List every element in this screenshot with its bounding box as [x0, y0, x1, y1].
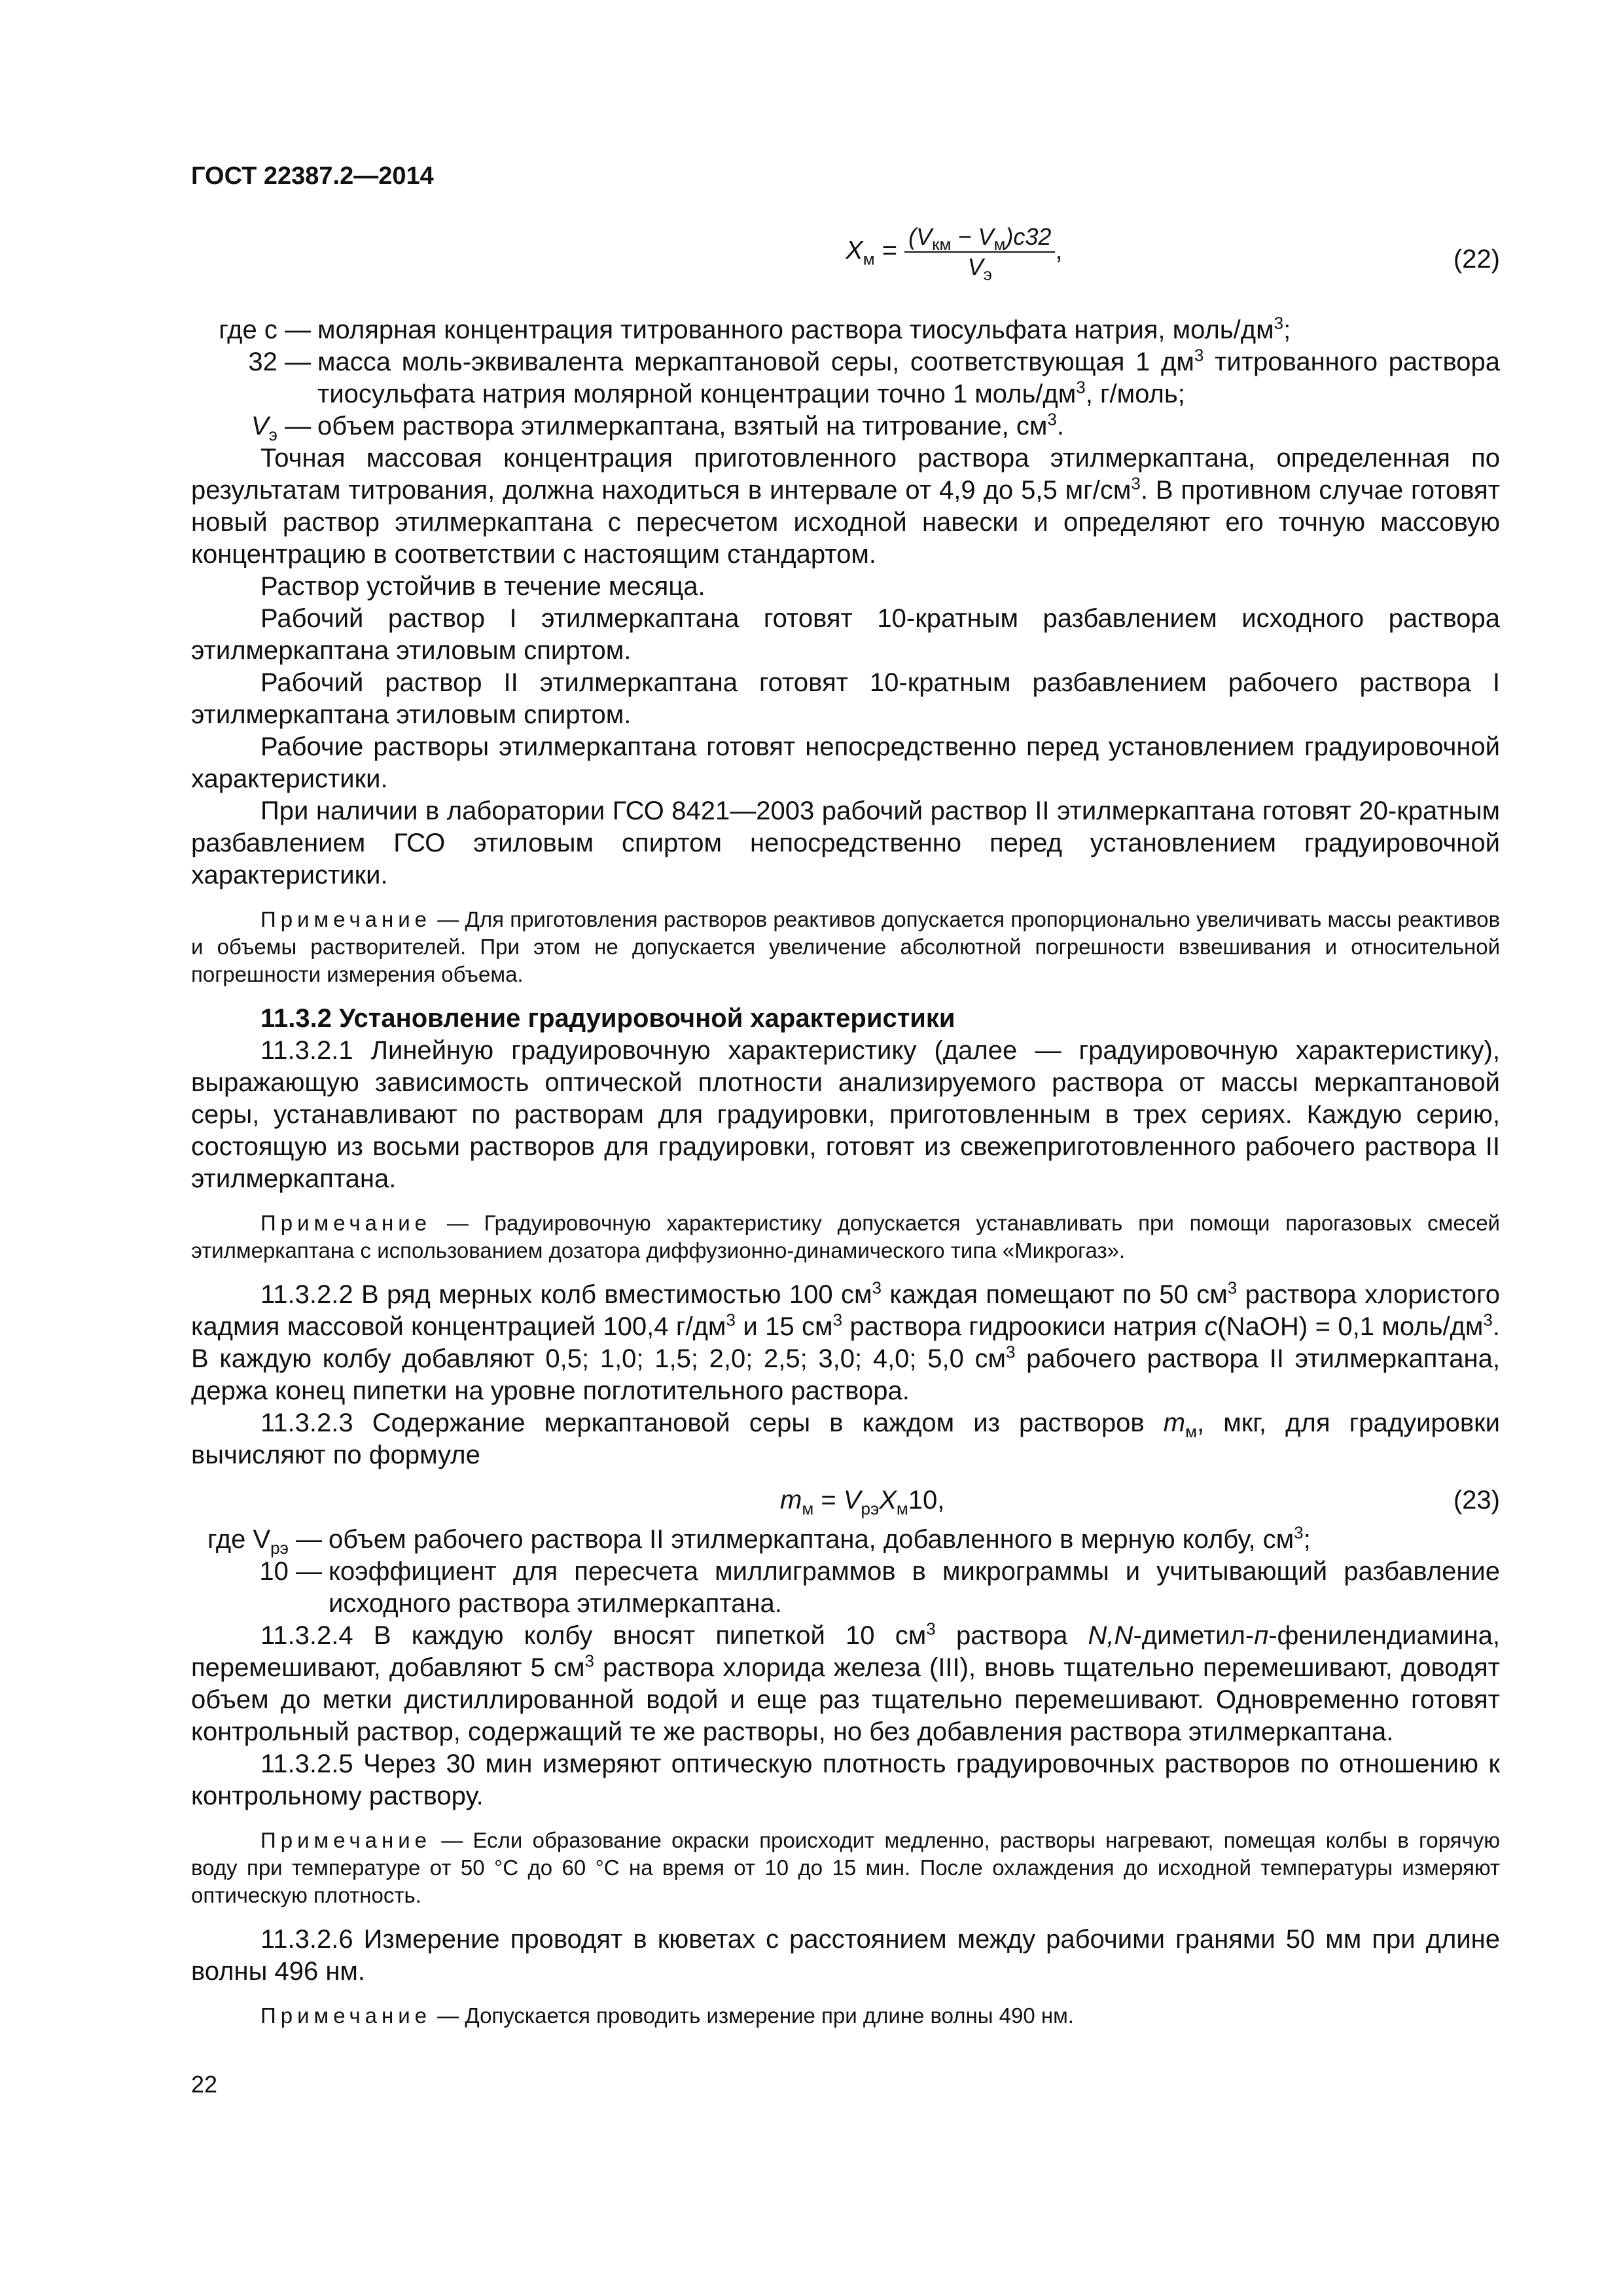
legend-text-part: титрованного раствора тиосульфата натрия молярной концентрации точно 1 моль/дм — [317, 348, 1500, 408]
legend-symbol — [185, 1524, 329, 1556]
formula-subscript: рэ — [861, 1499, 880, 1518]
superscript: 3 — [1483, 1310, 1493, 1330]
paragraph-working-solution-2: Рабочий раствор II этилмеркаптана готовят 10-кратным разбавлением рабочего раствора I этилмеркаптана этиловым спиртом. — [191, 668, 1500, 729]
paragraph-11-3-2-5: 11.3.2.5 Через 30 мин измеряют оптическую плотность градуировочных растворов по отношению к контрольному раствору. — [191, 1749, 1500, 1810]
paragraph-text: . В каждую колбу добавляют 0,5; 1,0; 1,5; 2,0; 2,5; 3,0; 4,0; 5,0 см — [191, 1312, 1501, 1373]
formula-subscript: м — [802, 1499, 814, 1518]
note-2 — [191, 1210, 1500, 1265]
legend-text-part: . — [1056, 412, 1064, 440]
formula-tail: 10, — [908, 1486, 945, 1515]
fraction — [904, 223, 1055, 285]
legend-row — [185, 1556, 1500, 1620]
superscript: 3 — [832, 1310, 843, 1330]
formula-symbol: X — [846, 236, 863, 265]
legend-symbol-dash: — — [277, 412, 311, 440]
legend-sup: 3 — [1294, 1522, 1304, 1543]
legend-text-part: ; — [1283, 315, 1291, 344]
legend-row — [185, 1524, 1500, 1556]
superscript: 3 — [584, 1651, 594, 1671]
note-label: Примечание — [260, 2003, 432, 2028]
paragraph-text: , мкг, для градуировки вычисляют по формуле — [191, 1408, 1500, 1469]
paragraph-text: раствора хлорида железа (III), вновь тщательно перемешивают, доводят объем до метки дистиллированной водой и еще раз тщательно перемешивают. Одновременно готовят контрольный раствор, содержащий те же растворы, но без добавления раствора этилмеркаптана. — [191, 1653, 1500, 1746]
superscript: 3 — [1006, 1342, 1016, 1362]
legend-symbol — [191, 410, 317, 442]
note-text: — Градуировочную характеристику допускается устанавливать при помощи парогазовых смесей этилмеркаптана с использованием дозатора диффузионно-динамического типа «Микрогаз». — [191, 1211, 1500, 1263]
equation-number-23: (23) — [1453, 1486, 1500, 1515]
note-label: Примечание — [260, 1828, 432, 1852]
superscript: 3 — [872, 1278, 882, 1298]
legend-symbol-text: V — [251, 412, 269, 440]
numerator-part: − V — [951, 223, 994, 250]
note-3 — [191, 1827, 1500, 1909]
paragraph-stability: Раствор устойчив в течение месяца. — [260, 572, 705, 601]
formula-23-legend — [191, 1524, 1500, 1620]
note-text: — Если образование окраски происходит медленно, растворы нагревают, помещая колбы в горячую воду при температуре от 50 °С до 60 °С на время от 10 до 15 мин. После охлаждения до исходной температуры измеряют оптическую плотность. — [191, 1828, 1500, 1907]
paragraph-text: 11.3.2.3 Содержание меркаптановой серы в каждом из растворов — [260, 1408, 1164, 1437]
legend-symbol-dash: — — [288, 1525, 322, 1554]
legend-text-part: объем раствора этилмеркаптана, взятый на титрование, см — [317, 412, 1048, 440]
note-label: Примечание — [260, 907, 432, 931]
paragraph-11-3-2-6: 11.3.2.6 Измерение проводят в кюветах с расстоянием между рабочими гранями 50 мм при длине волны 496 нм. — [191, 1925, 1500, 1986]
superscript: 3 — [726, 1310, 736, 1330]
legend-text-part: объем рабочего раствора II этилмеркаптана, добавленного в мерную колбу, см — [329, 1525, 1294, 1554]
legend-text — [329, 1524, 1500, 1556]
page-number: 22 — [191, 2071, 218, 2098]
note-text: — Допускается проводить измерение при длине волны 490 нм. — [431, 2003, 1074, 2028]
legend-symbol-text: 10 — — [259, 1557, 322, 1586]
formula-23 — [191, 1484, 1500, 1521]
numerator-sub: км — [932, 234, 952, 255]
paragraph-text: (NaOH) = 0,1 моль/дм — [1217, 1312, 1484, 1341]
note-label: Примечание — [260, 1211, 432, 1235]
legend-sup: 3 — [1194, 345, 1204, 365]
fraction-numerator — [904, 223, 1055, 253]
legend-row — [191, 410, 1500, 442]
legend-symbol-text: где V — [207, 1525, 271, 1554]
legend-sup: 3 — [1274, 313, 1284, 333]
formula-subscript: м — [896, 1499, 908, 1518]
legend-text-part: ; — [1303, 1525, 1311, 1554]
legend-symbol-text: где c — — [219, 315, 311, 344]
formula-symbol: V — [843, 1486, 861, 1515]
paragraph-gso: При наличии в лаборатории ГСО 8421—2003 рабочий раствор II этилмеркаптана готовят 20-кратным разбавлением ГСО этиловым спиртом непосредственно перед установлением градуировочной характеристики. — [191, 797, 1500, 889]
formula-23-expression — [780, 1484, 944, 1516]
note-text: — Для приготовления растворов реактивов допускается пропорционально увеличивать массы реактивов и объемы растворителей. При этом не допускается увеличение абсолютной погрешности взвешивания и относительной погрешности измерения объема. — [191, 907, 1500, 986]
paragraph-working-solutions-prep: Рабочие растворы этилмеркаптана готовят непосредственно перед установлением градуировочной характеристики. — [191, 732, 1500, 793]
formula-trail: , — [1055, 236, 1063, 265]
paragraph-concentration — [191, 442, 1500, 571]
formula-22-expression — [846, 223, 1063, 285]
formula-symbol: m — [780, 1486, 802, 1515]
legend-symbol-text: 32 — — [248, 348, 311, 376]
numerator-sub: м — [993, 234, 1006, 255]
numerator-part: )c32 — [1005, 223, 1052, 250]
paragraph-text: 11.3.2.4 В каждую колбу вносят пипеткой 10 см — [260, 1621, 927, 1650]
numerator-part: (V — [908, 223, 933, 250]
italic-symbol: п — [1254, 1621, 1269, 1650]
formula-subscript: м — [863, 249, 875, 269]
equation-number-22: (22) — [1453, 245, 1500, 274]
legend-symbol — [185, 1556, 329, 1620]
legend-text-part: , г/моль; — [1085, 380, 1185, 408]
paragraph-text: -диметил- — [1133, 1621, 1255, 1650]
italic-symbol: m — [1163, 1408, 1186, 1437]
subscript: м — [1185, 1422, 1197, 1441]
legend-text-part: молярная концентрация титрованного раствора тиосульфата натрия, моль/дм — [317, 315, 1274, 344]
paragraph-text: каждая помещают по 50 см — [882, 1280, 1228, 1309]
equals-sign: = — [813, 1486, 844, 1515]
formula-symbol: X — [879, 1486, 897, 1515]
legend-row — [191, 314, 1500, 346]
legend-symbol-sub: рэ — [270, 1538, 289, 1558]
legend-symbol — [191, 346, 317, 410]
legend-symbol — [191, 314, 317, 346]
formula-22 — [191, 223, 1500, 301]
paragraph-text: -фенилендиамина, перемешивают, добавляют 5 см — [191, 1621, 1501, 1682]
italic-symbol: c — [1204, 1312, 1218, 1341]
document-id: ГОСТ 22387.2—2014 — [191, 162, 434, 190]
paragraph-11-3-2-4 — [191, 1620, 1500, 1748]
note-4 — [191, 2002, 1500, 2030]
paragraph-text: раствора гидроокиси натрия — [842, 1312, 1205, 1341]
legend-text-part: масса моль-эквивалента меркаптановой серы, соответствующая 1 дм — [317, 348, 1194, 376]
legend-text — [317, 346, 1500, 410]
fraction-denominator — [904, 253, 1055, 285]
legend-row — [191, 346, 1500, 410]
equals-sign: = — [882, 236, 905, 265]
paragraph-text: раствора — [935, 1621, 1088, 1650]
paragraph-11-3-2-2 — [191, 1279, 1500, 1407]
paragraph-text: . В противном случае готовят новый раствор этилмеркаптана с пересчетом исходной навески и определяют его точную массовую концентрацию в соответствии с настоящим стандартом. — [191, 476, 1500, 569]
legend-text-part: коэффициент для пересчета миллиграммов в микрограммы и учитывающий разбавление исходного раствора этилмеркаптана. — [329, 1557, 1500, 1618]
paragraph-text: Точная массовая концентрация приготовленного раствора этилмеркаптана, определенная по результатам титрования, должна находиться в интервале от 4,9 до 5,5 мг/см — [191, 444, 1500, 505]
legend-symbol-sub: э — [268, 425, 277, 444]
legend-sup: 3 — [1076, 377, 1086, 397]
legend-sup: 3 — [1047, 409, 1057, 429]
paragraph-11-3-2-1: 11.3.2.1 Линейную градуировочную характеристику (далее — градуировочную характеристику), выражающую зависимость оптической плотности анализируемого раствора от массы меркаптановой серы, устанавливают по растворам для градуировки, приготовленным в трех сериях. Каждую серию, состоящую из восьми растворов для градуировки, готовят из свежеприготовленного рабочего раствора II этилмеркаптана. — [191, 1036, 1500, 1193]
legend-text — [329, 1556, 1500, 1620]
paragraph-text: раствора хлористого кадмия массовой концентрацией 100,4 г/дм — [191, 1280, 1501, 1341]
legend-text — [317, 314, 1500, 346]
denominator-symbol: V — [967, 253, 984, 280]
paragraph-text: рабочего раствора II этилмеркаптана, держа конец пипетки на уровне поглотительного раствора. — [191, 1344, 1500, 1405]
superscript: 3 — [926, 1619, 936, 1639]
section-heading: 11.3.2 Установление градуировочной характеристики — [260, 1004, 955, 1033]
paragraph-text: и 15 см — [735, 1312, 833, 1341]
superscript: 3 — [1131, 473, 1141, 493]
paragraph-working-solution-1: Рабочий раствор I этилмеркаптана готовят 10-кратным разбавлением исходного раствора этилмеркаптана этиловым спиртом. — [191, 604, 1500, 665]
paragraph-text: 11.3.2.2 В ряд мерных колб вместимостью 100 см — [260, 1280, 872, 1309]
superscript: 3 — [1227, 1278, 1238, 1298]
italic-symbol: N,N — [1088, 1621, 1133, 1650]
note-1 — [191, 906, 1500, 988]
formula-22-legend — [191, 314, 1500, 442]
paragraph-11-3-2-3 — [191, 1407, 1500, 1471]
denominator-sub: э — [983, 264, 992, 285]
legend-text — [317, 410, 1500, 442]
page-content — [191, 223, 1500, 2044]
